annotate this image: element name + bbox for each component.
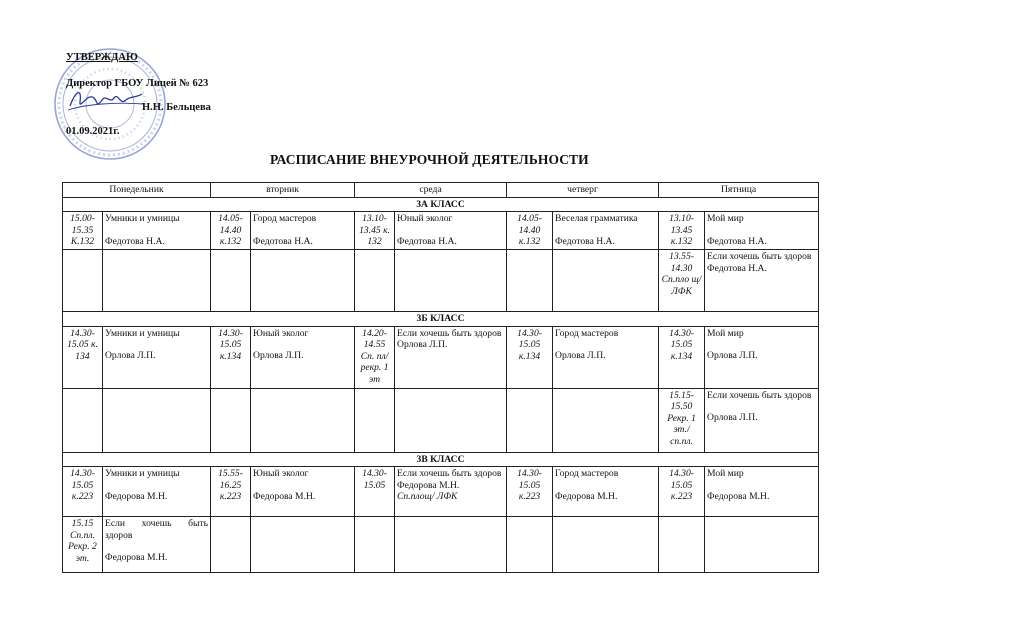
empty-cell (211, 517, 251, 573)
empty-cell (507, 250, 553, 312)
slot-activity (251, 467, 355, 517)
table-row (63, 326, 819, 388)
slot-time: 14.05-14.40 к.132 (211, 212, 251, 250)
empty-cell (63, 388, 103, 452)
slot-time: 14.20-14.55 Сп. пл/ рекр. 1 эт (355, 326, 395, 388)
activity-teacher: Орлова Л.П. (105, 350, 156, 361)
slot-activity (395, 212, 507, 250)
empty-cell (211, 250, 251, 312)
empty-cell (553, 250, 659, 312)
activity-title: Веселая грамматика (555, 213, 638, 224)
slot-time: 13.10-13.45 к.132 (659, 212, 705, 250)
empty-cell (395, 388, 507, 452)
empty-cell (251, 250, 355, 312)
activity-teacher: Орлова Л.П. (397, 339, 448, 350)
slot-time: 14.30-15.05 к.134 (507, 326, 553, 388)
activity-teacher: Федорова М.Н. (105, 490, 168, 502)
slot-time: 14.30-15.05 к.223 (63, 467, 103, 517)
slot-activity (395, 326, 507, 388)
day-header-monday: Понедельник (63, 183, 211, 198)
empty-cell (251, 517, 355, 573)
slot-activity (705, 250, 819, 312)
activity-teacher: Федотова Н.А. (105, 235, 165, 247)
activity-title: Если хочешь быть здоров (105, 518, 209, 541)
activity-title: Если хочешь быть здоров (707, 389, 812, 401)
table-row (63, 467, 819, 517)
slot-activity (553, 212, 659, 250)
empty-cell (395, 517, 507, 573)
empty-cell (507, 517, 553, 573)
empty-cell (507, 388, 553, 452)
director-name: Н.Н. Бельцева (142, 102, 211, 113)
slot-activity (103, 517, 211, 573)
slot-time: 13.55-14.30 Сп.пло щ/ ЛФК (659, 250, 705, 312)
schedule-table (62, 182, 819, 573)
activity-title: Юный эколог (253, 468, 309, 479)
empty-cell (705, 517, 819, 573)
class-row-3b (63, 312, 819, 327)
empty-cell (355, 250, 395, 312)
class-label-3b: 3Б КЛАСС (63, 312, 819, 327)
empty-cell (553, 517, 659, 573)
class-row-3v (63, 452, 819, 467)
slot-activity (251, 326, 355, 388)
slot-time: 15.00-15.35 К.132 (63, 212, 103, 250)
slot-activity (705, 212, 819, 250)
slot-time: 14.30-15.05 к.223 (659, 467, 705, 517)
slot-time: 14.30-15.05 (355, 467, 395, 517)
empty-cell (659, 517, 705, 573)
day-header-tuesday: вторник (211, 183, 355, 198)
activity-teacher: Орлова Л.П. (555, 350, 606, 361)
table-row (63, 388, 819, 452)
slot-time: 15.15 Сп.пл. Рекр. 2 эт. (63, 517, 103, 573)
slot-time: 14.30-15.05 к.134 (211, 326, 251, 388)
slot-activity (705, 467, 819, 517)
day-header-friday: Пятница (659, 183, 819, 198)
empty-cell (355, 517, 395, 573)
activity-title: Если хочешь быть здоров (707, 251, 812, 262)
slot-activity (553, 467, 659, 517)
activity-title: Юный эколог (397, 213, 453, 224)
activity-title: Город мастеров (555, 468, 619, 479)
slot-activity (103, 212, 211, 250)
slot-time: 15.55-16.25 к.223 (211, 467, 251, 517)
activity-teacher: Орлова Л.П. (707, 350, 758, 361)
activity-title: Город мастеров (555, 327, 619, 339)
empty-cell (103, 250, 211, 312)
activity-teacher: Федотова Н.А. (555, 235, 615, 247)
activity-teacher: Орлова Л.П. (707, 412, 758, 423)
day-header-row (63, 183, 819, 198)
approve-label: УТВЕРЖДАЮ (66, 52, 138, 63)
slot-activity (553, 326, 659, 388)
activity-title: Умники и умницы (105, 213, 180, 224)
activity-teacher: Федорова М.Н. (555, 490, 618, 502)
activity-title: Если хочешь быть здоров (397, 468, 502, 479)
slot-time: 15.15-15.50 Рекр. 1 эт./ сп.пл. (659, 388, 705, 452)
activity-teacher: Орлова Л.П. (253, 350, 304, 361)
activity-title: Если хочешь быть здоров (397, 327, 502, 339)
slot-time: 14.30-15.05 к.223 (507, 467, 553, 517)
slot-activity (705, 388, 819, 452)
approval-date: 01.09.2021г. (66, 126, 120, 137)
activity-teacher: Федотова Н.А. (707, 262, 767, 274)
slot-activity (705, 326, 819, 388)
activity-teacher: Федорова М.Н. (253, 490, 316, 502)
activity-title: Город мастеров (253, 213, 317, 224)
director-title: Директор ГБОУ Лицей № 623 (66, 78, 209, 89)
slot-activity (103, 326, 211, 388)
empty-cell (355, 388, 395, 452)
table-row (63, 212, 819, 250)
activity-place: Сп.площ/ ЛФК (397, 491, 458, 502)
empty-cell (395, 250, 507, 312)
class-label-3a: 3А КЛАСС (63, 197, 819, 212)
activity-title: Мой мир (707, 468, 744, 479)
page-title: РАСПИСАНИЕ ВНЕУРОЧНОЙ ДЕЯТЕЛЬНОСТИ (270, 152, 589, 167)
empty-cell (63, 250, 103, 312)
slot-activity (103, 467, 211, 517)
activity-title: Умники и умницы (105, 468, 180, 479)
activity-teacher: Федорова М.Н. (707, 490, 770, 502)
slot-time: 14.05-14.40 к.132 (507, 212, 553, 250)
table-row (63, 517, 819, 573)
slot-time: 14.30-15.05 к. 134 (63, 326, 103, 388)
table-row (63, 250, 819, 312)
empty-cell (251, 388, 355, 452)
activity-title: Умники и умницы (105, 327, 180, 339)
activity-teacher: Федорова М.Н. (105, 552, 168, 563)
slot-activity (395, 467, 507, 517)
slot-activity (251, 212, 355, 250)
activity-title: Мой мир (707, 213, 744, 224)
day-header-thursday: четверг (507, 183, 659, 198)
empty-cell (553, 388, 659, 452)
activity-title: Юный эколог (253, 327, 309, 339)
activity-teacher: Федотова Н.А. (707, 235, 767, 247)
class-row-3a (63, 197, 819, 212)
class-label-3v: 3В КЛАСС (63, 452, 819, 467)
activity-title: Мой мир (707, 327, 744, 339)
activity-teacher: Федотова Н.А. (397, 235, 457, 247)
day-header-wednesday: среда (355, 183, 507, 198)
slot-time: 14.30-15.05 к.134 (659, 326, 705, 388)
activity-teacher: Федотова Н.А. (253, 235, 313, 247)
empty-cell (103, 388, 211, 452)
slot-time: 13.10-13.45 к. 132 (355, 212, 395, 250)
empty-cell (211, 388, 251, 452)
activity-teacher: Федорова М.Н. (397, 479, 460, 491)
